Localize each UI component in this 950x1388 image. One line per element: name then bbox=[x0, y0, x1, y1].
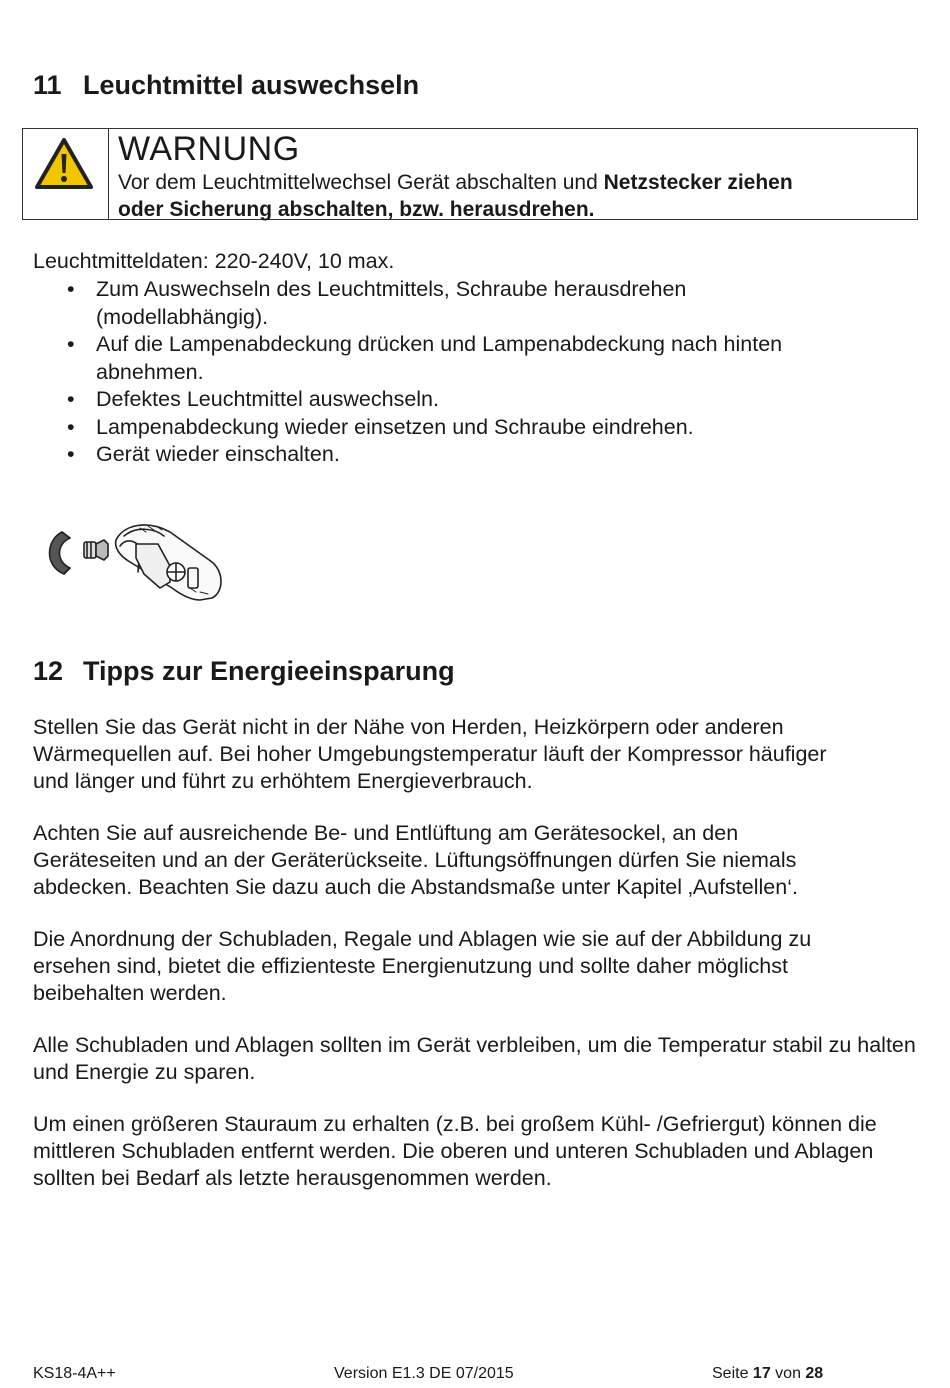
bullet-icon: • bbox=[67, 277, 75, 301]
footer-page-prefix: Seite bbox=[712, 1365, 753, 1382]
bullet-icon: • bbox=[67, 332, 75, 356]
warning-text-bold-2: oder Sicherung abschalten, bzw. herausdrehen. bbox=[118, 198, 595, 221]
warning-text-bold-1: Netzstecker ziehen bbox=[603, 171, 793, 194]
step-text: Auf die Lampenabdeckung drücken und Lampenabdeckung nach hinten abnehmen. bbox=[96, 332, 783, 384]
list-item bbox=[33, 386, 893, 414]
section-11-title: Leuchtmittel auswechseln bbox=[83, 70, 420, 100]
footer-version: Version E1.3 DE 07/2015 bbox=[334, 1365, 514, 1382]
footer-page-total: 28 bbox=[805, 1365, 824, 1382]
step-text: Gerät wieder einschalten. bbox=[96, 442, 340, 466]
warning-text-plain: Vor dem Leuchtmittelwechsel Gerät abschalten und bbox=[118, 171, 604, 194]
warning-triangle-icon bbox=[34, 137, 94, 191]
warning-title: WARNUNG bbox=[118, 130, 300, 168]
list-item bbox=[33, 414, 893, 442]
paragraph-drawer-arrangement: Die Anordnung der Schubladen, Regale und Ablagen wie sie auf der Abbildung zu ersehen sind, bietet die effizienteste Energienutzung und sollte daher möglichst beibehalten werden. bbox=[33, 927, 812, 1005]
step-text: Defektes Leuchtmittel auswechseln. bbox=[96, 387, 439, 411]
section-12-heading bbox=[33, 656, 455, 687]
bullet-icon: • bbox=[67, 387, 75, 411]
paragraph-storage-space: Um einen größeren Stauraum zu erhalten (z.B. bei großem Kühl- /Gefriergut) können die mittleren Schubladen entfernt werden. Die oberen und unteren Schubladen und Ablagen sollten bei Bedarf als letzte herausgenommen werden. bbox=[33, 1112, 877, 1190]
warning-box bbox=[22, 128, 918, 220]
paragraph-keep-drawers: Alle Schubladen und Ablagen sollten im Gerät verbleiben, um die Temperatur stabil zu halten und Energie zu sparen. bbox=[33, 1033, 916, 1084]
paragraph-heat-sources: Stellen Sie das Gerät nicht in der Nähe von Herden, Heizkörpern oder anderen Wärmequellen auf. Bei hoher Umgebungstemperatur läuft der Kompressor häufiger und länger und führt zu erhöhtem Energieverbrauch. bbox=[33, 715, 827, 793]
footer-page-mid: von bbox=[770, 1365, 806, 1382]
list-item bbox=[33, 331, 893, 386]
warning-text bbox=[118, 169, 898, 223]
section-11-number: 11 bbox=[33, 70, 62, 100]
lamp-assembly-illustration bbox=[40, 518, 230, 604]
footer-model: KS18-4A++ bbox=[33, 1365, 116, 1382]
list-item bbox=[33, 276, 893, 331]
section-11-heading bbox=[33, 70, 419, 101]
warning-icon-cell bbox=[23, 129, 109, 219]
list-item bbox=[33, 441, 893, 469]
bullet-icon: • bbox=[67, 414, 75, 439]
step-text: Zum Auswechseln des Leuchtmittels, Schraube herausdrehen (modellabhängig). bbox=[96, 277, 687, 329]
steps-list bbox=[33, 276, 893, 469]
footer-page-number bbox=[712, 1364, 823, 1384]
footer-page-current: 17 bbox=[752, 1365, 771, 1382]
bullet-icon: • bbox=[67, 442, 75, 466]
section-12-title: Tipps zur Energieeinsparung bbox=[83, 656, 455, 686]
section-12-number: 12 bbox=[33, 656, 64, 686]
lamp-data: Leuchtmitteldaten: 220-240V, 10 max. bbox=[33, 249, 395, 273]
paragraph-ventilation: Achten Sie auf ausreichende Be- und Entlüftung am Gerätesockel, an den Geräteseiten und an der Geräterückseite. Lüftungsöffnungen dürfen Sie niemals abdecken. Beachten Sie dazu auch die Abstandsmaße unter Kapitel ‚Aufstellen‘. bbox=[33, 821, 798, 899]
step-text: Lampenabdeckung wieder einsetzen und Schraube eindrehen. bbox=[96, 414, 694, 439]
